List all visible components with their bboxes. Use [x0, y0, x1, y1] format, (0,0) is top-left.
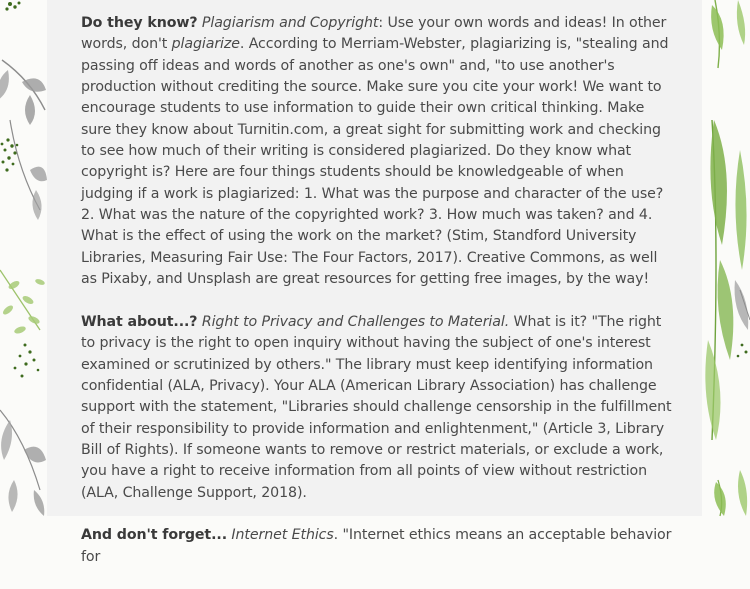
section-topic: Plagiarism and Copyright [201, 15, 379, 31]
botanical-leaf-illustration-right [705, 0, 750, 516]
section-emphasis: plagiarize [171, 36, 240, 53]
section-privacy [81, 312, 673, 504]
botanical-leaf-illustration-left [0, 2, 47, 517]
section-internet-ethics [81, 525, 673, 568]
section-topic: Internet Ethics [231, 527, 334, 544]
article-body [81, 13, 673, 589]
section-lead: Do they know? [81, 15, 198, 31]
section-lead: What about...? [81, 313, 198, 330]
section-lead: And don't forget... [81, 527, 227, 544]
section-plagiarism [81, 13, 673, 290]
section-text: . "Internet ethics means an acceptable behavior for [81, 527, 672, 565]
section-text: What is it? "The right to privacy is the right to open inquiry without having the subject of one's interest examined or scrutinized by others." The library must keep identifying information confidential (ALA, Privacy). Your ALA (American Library Association) has challenge support with the statement, "Libraries should challenge censorship in the fulfillment of their responsibility to provide information and enlightenment," (Article 3, Library Bill of Rights). If someone wants to remove or restrict materials, or exclude a work, you have a right to receive information from all points of view without restriction (ALA, Challenge Support, 2018). [81, 313, 672, 501]
section-text: : Use your own words and ideas! In other words, don't [81, 15, 667, 53]
section-topic: Right to Privacy and Challenges to Material. [201, 313, 510, 330]
section-text-continued: . According to Merriam-Webster, plagiarizing is, "stealing and passing off ideas and words of another as one's own" and, "to use another's production without crediting the source. Make sure you cite your work! We want to encourage students to use information to guide their own critical thinking. Make sure they know about Turnitin.com, a great sight for submitting work and checking to see how much of their writing is considered plagiarized. Do they know what copyright is? Here are four things students should be knowledgeable of when judging if a work is plagiarized: 1. What was the purpose and character of the use? 2. What was the nature of the copyrighted work? 3. How much was taken? and 4. What is the effect of using the work on the market? (Stim, Standford University Libraries, Measuring Fair Use: The Four Factors, 2017). Creative Commons, as well as Pixaby, and Unsplash are great resources for getting free images, by the way! [81, 36, 669, 288]
article-panel [47, 0, 702, 565]
